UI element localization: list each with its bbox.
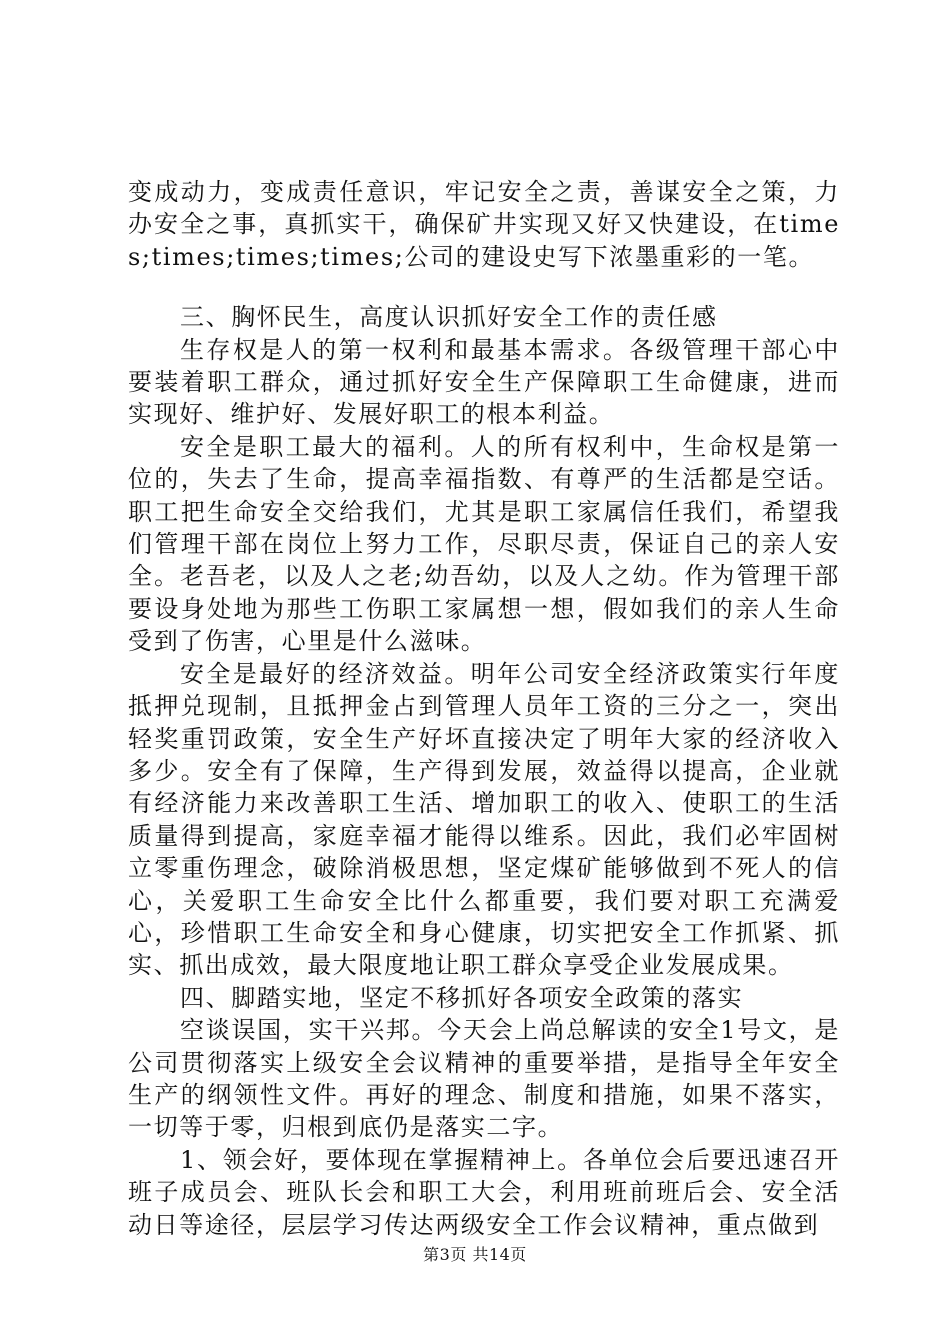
page-number-footer: 第3页 共14页 xyxy=(423,1245,527,1264)
paragraph-item-one: 1、领会好，要体现在掌握精神上。各单位会后要迅速召开班子成员会、班队长会和职工大会，利用班前班后会、安全活动日等途径，层层学习传达两级安全工作会议精神，重点做到 xyxy=(128,1145,840,1239)
paragraph-safety-economic-benefit: 安全是最好的经济效益。明年公司安全经济政策实行年度抵押兑现制，且抵押金占到管理人员年工资的三分之一，突出轻奖重罚政策，安全生产好坏直接决定了明年大家的经济收入多少。安全有了保障，生产得到发展，效益得以提高，企业就有经济能力来改善职工生活、增加职工的收入、使职工的生活质量得到提高，家庭幸福才能得以维系。因此，我们必牢固树立零重伤理念，破除消极思想，坚定煤矿能够做到不死人的信心，关爱职工生命安全比什么都重要，我们要对职工充满爱心，珍惜职工生命安全和身心健康，切实把安全工作抓紧、抓实、抓出成效，最大限度地让职工群众享受企业发展成果。 xyxy=(128,659,840,980)
paragraph-implementation: 空谈误国，实干兴邦。今天会上尚总解读的安全1号文，是公司贯彻落实上级安全会议精神的重要举措，是指导全年安全生产的纲领性文件。再好的理念、制度和措施，如果不落实，一切等于零，归根到底仍是落实二字。 xyxy=(128,1016,840,1142)
document-body xyxy=(128,176,840,1241)
paragraph-right-to-survive: 生存权是人的第一权利和最基本需求。各级管理干部心中要装着职工群众，通过抓好安全生产保障职工生命健康，进而实现好、维护好、发展好职工的根本利益。 xyxy=(128,335,840,429)
paragraph-safety-welfare: 安全是职工最大的福利。人的所有权利中，生命权是第一位的，失去了生命，提高幸福指数、有尊严的生活都是空话。职工把生命安全交给我们，尤其是职工家属信任我们，希望我们管理干部在岗位上努力工作，尽职尽责，保证自己的亲人安全。老吾老，以及人之老;幼吾幼，以及人之幼。作为管理干部要设身处地为那些工伤职工家属想一想，假如我们的亲人生命受到了伤害，心里是什么滋味。 xyxy=(128,432,840,656)
section-heading-four: 四、脚踏实地，坚定不移抓好各项安全政策的落实 xyxy=(180,983,744,1012)
section-heading-three: 三、胸怀民生，高度认识抓好安全工作的责任感 xyxy=(180,303,718,332)
paragraph-continuation: 变成动力，变成责任意识，牢记安全之责，善谋安全之策，力办安全之事，真抓实干，确保矿井实现又好又快建设，在times;times;times;times;公司的建设史写下浓墨重彩的一笔。 xyxy=(128,178,840,271)
